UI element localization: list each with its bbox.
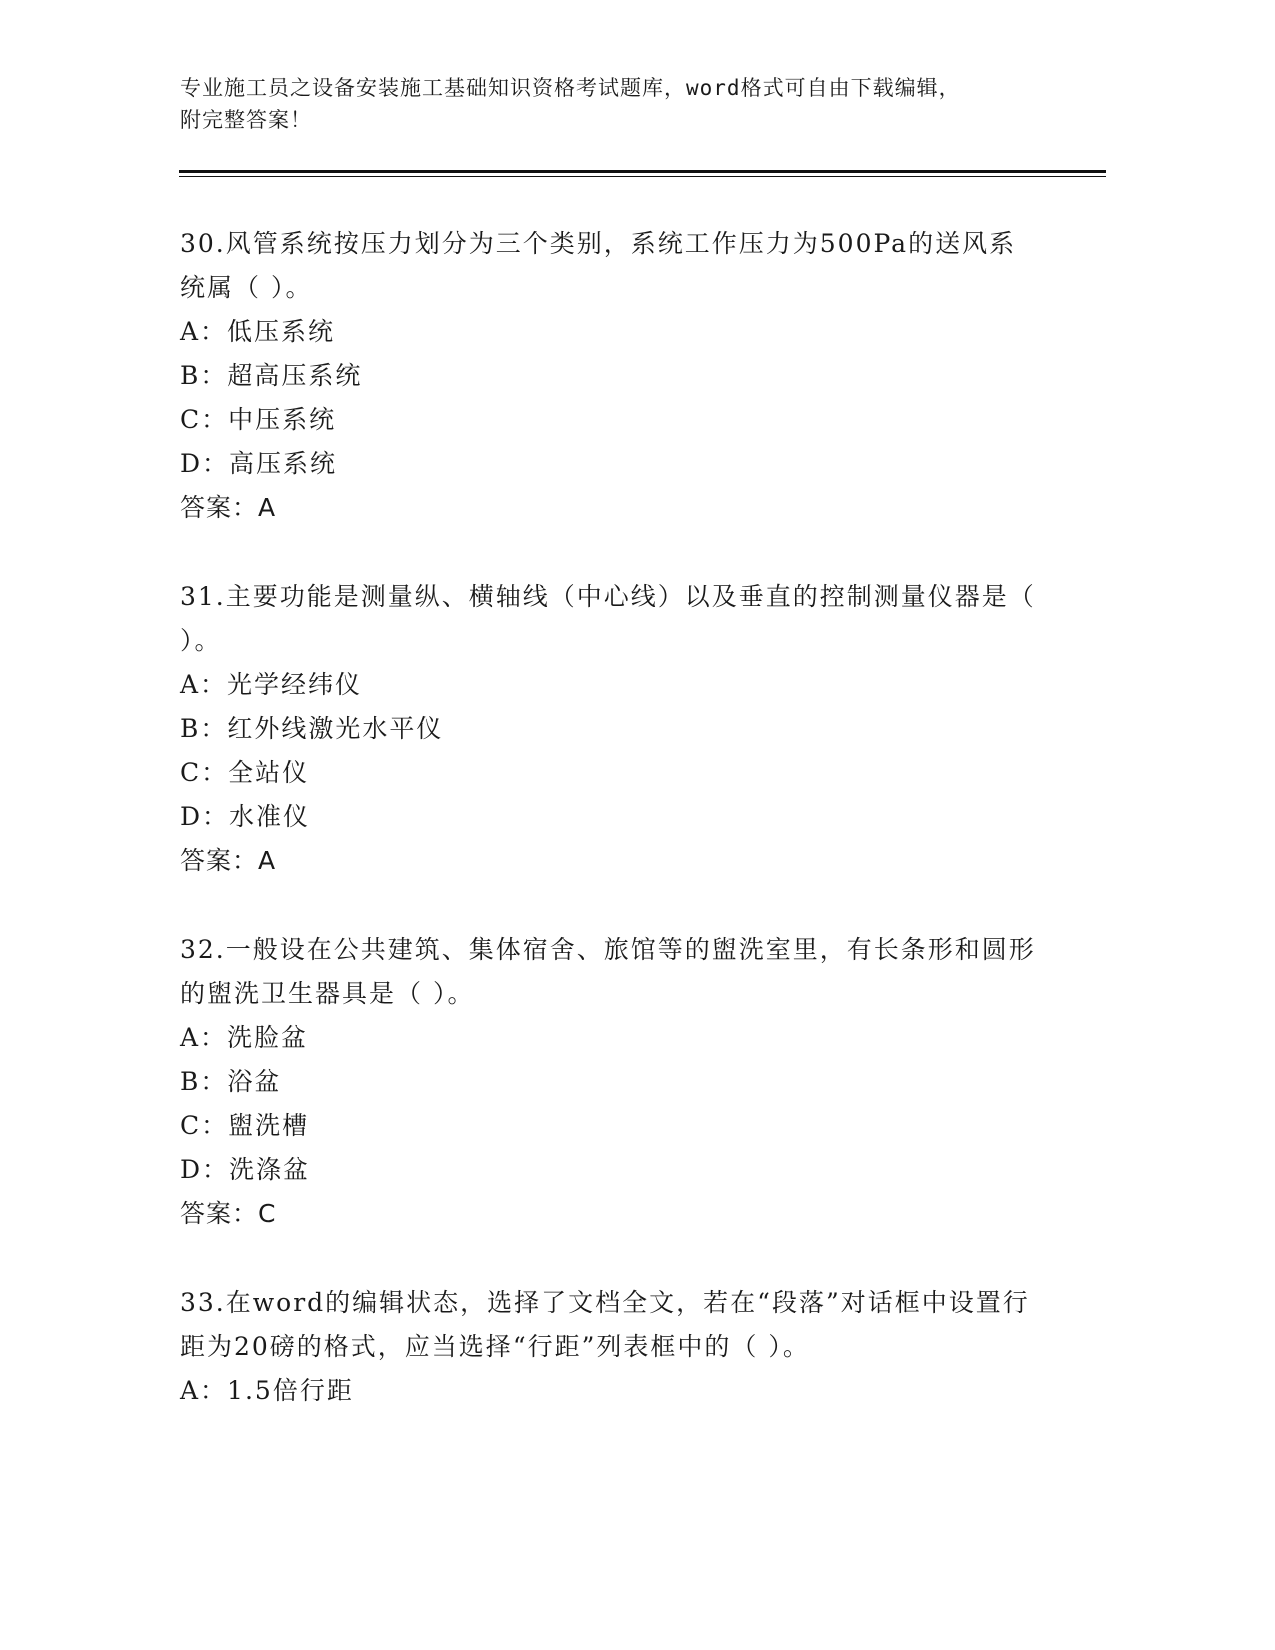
option-a: A：光学经纬仪: [180, 670, 363, 699]
header-divider-thick: [179, 170, 1106, 173]
answer-line: 答案：A: [180, 493, 277, 522]
question-stem: 33.在word的编辑状态，选择了文档全文，若在“段落”对话框中设置行距为20磅的格式，应当选择“行距”列表框中的（ ）。: [180, 1288, 1030, 1361]
question-stem: 32.一般设在公共建筑、集体宿舍、旅馆等的盥洗室里，有长条形和圆形的盥洗卫生器具是（ ）。: [180, 935, 1036, 1008]
header-line-1: 专业施工员之设备安装施工基础知识资格考试题库，word格式可自由下载编辑，: [180, 76, 961, 100]
question-32: [180, 928, 1040, 1236]
option-a: A：洗脸盆: [180, 1023, 309, 1052]
option-d: D：洗涤盆: [180, 1155, 311, 1184]
question-33: [180, 1281, 1040, 1413]
question-31: [180, 575, 1040, 883]
header-line-2: 附完整答案！: [180, 108, 312, 132]
document-header: [180, 72, 1080, 136]
option-b: B：浴盆: [180, 1067, 282, 1096]
answer-line: 答案：C: [180, 1199, 277, 1228]
option-a: A：1.5倍行距: [180, 1376, 354, 1405]
question-list: [180, 222, 1040, 1413]
option-d: D：高压系统: [180, 449, 338, 478]
option-b: B：超高压系统: [180, 361, 363, 390]
option-c: C：中压系统: [180, 405, 337, 434]
question-stem: 30.风管系统按压力划分为三个类别，系统工作压力为500Pa的送风系统属（ ）。: [180, 229, 1017, 302]
option-d: D：水准仪: [180, 802, 311, 831]
question-30: [180, 222, 1040, 530]
question-stem: 31.主要功能是测量纵、横轴线（中心线）以及垂直的控制测量仪器是（ ）。: [180, 582, 1036, 655]
answer-line: 答案：A: [180, 846, 277, 875]
option-c: C：全站仪: [180, 758, 310, 787]
option-a: A：低压系统: [180, 317, 336, 346]
option-b: B：红外线激光水平仪: [180, 714, 444, 743]
header-divider-thin: [179, 176, 1106, 177]
option-c: C：盥洗槽: [180, 1111, 310, 1140]
